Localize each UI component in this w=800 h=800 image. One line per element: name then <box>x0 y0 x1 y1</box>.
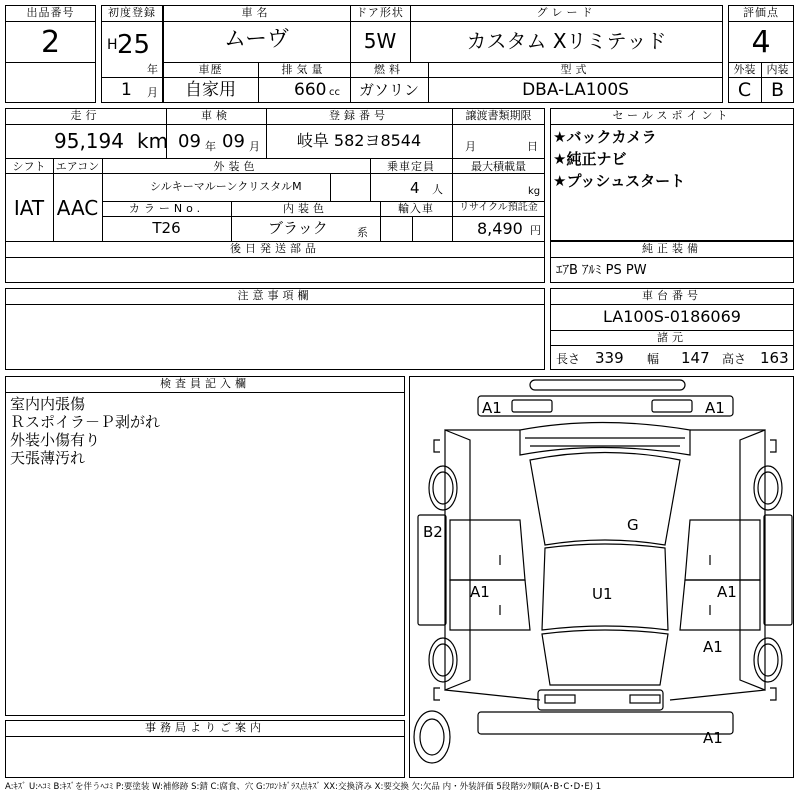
sales-point-3: ★プッシュスタート <box>553 172 686 190</box>
width-label: 幅 <box>647 352 660 366</box>
windshield-shape <box>530 453 680 546</box>
later-parts-label: 後日発送部品 <box>230 242 320 255</box>
capacity-label: 乗車定員 <box>387 160 435 173</box>
lot-number: 2 <box>40 25 61 60</box>
ac: AAC <box>56 196 99 220</box>
recycle-label: リサイクル預託金 <box>459 202 538 213</box>
transfer-label: 譲渡書類期限 <box>465 109 532 122</box>
era: H <box>107 37 118 53</box>
max-load-label: 最大積載量 <box>471 160 526 173</box>
color-no: T26 <box>152 219 181 237</box>
fuel: ガソリン <box>358 81 419 99</box>
fuel-label: 燃料 <box>374 63 404 76</box>
front-bumper-shape <box>530 380 685 390</box>
interior-color-label: 内装色 <box>283 202 328 215</box>
car-name: ムーヴ <box>224 27 289 52</box>
registration-label: 登録番号 <box>329 109 389 122</box>
ext-grade-label: 外装 <box>733 63 756 76</box>
genuine-equipment: ｴｱB ｱﾙﾐ PS PW <box>556 263 647 278</box>
height-value: 163 <box>760 349 789 367</box>
first-reg-year: 25 <box>117 30 151 60</box>
legend: A:ｷｽﾞ U:ﾍｺﾐ B:ｷｽﾞを伴うﾍｺﾐ P:要塗装 W:補修跡 S:錆 C:腐食、穴 G:ﾌﾛﾝﾄｶﾞﾗｽ点ｷｽﾞ XX:交換済み X:要交換 欠:欠品 内・外装評価 5段階ﾗﾝｸ順(A･B･C･D･E) 1 <box>5 782 602 792</box>
car-name-label: 車名 <box>241 6 272 19</box>
int-grade: B <box>770 79 785 101</box>
grade: カスタム Xリミテッド <box>466 29 667 53</box>
mark-left-fender: B2 <box>423 523 443 541</box>
import-label: 輸入車 <box>398 202 434 215</box>
lot-label: 出品番号 <box>26 6 75 19</box>
transfer-month: 月 <box>465 140 476 153</box>
inspection-label: 車検 <box>201 109 231 122</box>
recycle-unit: 円 <box>530 224 541 237</box>
displacement-unit: cc <box>329 87 340 98</box>
transfer-day: 日 <box>527 140 538 153</box>
month-unit: 月 <box>147 86 158 99</box>
max-load-unit: kg <box>528 186 541 197</box>
inspector-line-3: 外装小傷有り <box>10 431 101 449</box>
mark-left-front-door: A1 <box>470 583 490 601</box>
inspector-line-1: 室内内張傷 <box>10 395 86 413</box>
inspection-month: 09 <box>222 131 245 152</box>
height-label: 高さ <box>722 352 747 366</box>
width-value: 147 <box>681 349 710 367</box>
chassis-number: LA100S-0186069 <box>603 307 741 326</box>
inspector-label: 検査員記入欄 <box>160 377 250 390</box>
color-no-label: カラーNo. <box>128 202 205 215</box>
mileage: 95,194 <box>54 129 124 153</box>
mark-right-front-door: A1 <box>717 583 737 601</box>
history: 自家用 <box>185 80 236 100</box>
inspection-year: 09 <box>178 131 201 152</box>
shift-label: シフト <box>12 160 46 173</box>
model: DBA-LA100S <box>522 80 629 100</box>
sales-point-2: ★純正ナビ <box>553 150 627 168</box>
int-grade-label: 内装 <box>766 63 789 76</box>
first-reg-label: 初度登録 <box>108 6 156 19</box>
mark-windshield: G <box>627 516 639 534</box>
mileage-unit: km <box>137 129 169 153</box>
first-reg-month: 1 <box>121 80 132 100</box>
length-label: 長さ <box>556 352 581 366</box>
hood-shape <box>520 423 690 456</box>
rear-panel-shape <box>538 690 663 710</box>
ext-grade: C <box>737 79 752 101</box>
inspector-line-4: 天張薄汚れ <box>10 449 86 467</box>
door-type: 5W <box>363 29 397 53</box>
sales-point-1: ★バックカメラ <box>553 128 657 146</box>
office-label: 事務局よりご案内 <box>145 721 265 734</box>
inspector-line-2: Ｒスポイラ－Ｐ剥がれ <box>10 413 161 431</box>
genuine-label: 純正装備 <box>642 242 702 255</box>
displacement-label: 排気量 <box>281 63 327 76</box>
exterior-color-label: 外装色 <box>213 160 259 173</box>
sales-points-label: セールスポイント <box>612 109 732 122</box>
mark-rear: A1 <box>703 729 723 747</box>
length-value: 339 <box>595 349 624 367</box>
rear-bumper-shape <box>478 712 733 734</box>
history-label: 車歴 <box>198 63 223 76</box>
registration-number: 岐阜 582ヨ8544 <box>296 131 422 150</box>
capacity-unit: 人 <box>432 183 443 196</box>
notes-label: 注意事項欄 <box>237 289 313 302</box>
exterior-color: シルキーマルーンクリスタルM <box>150 180 302 193</box>
interior-color: ブラック <box>268 219 328 237</box>
displacement: 660 <box>294 80 327 100</box>
capacity: 4 <box>410 179 420 197</box>
mark-front-left: A1 <box>482 399 502 417</box>
mark-front-right: A1 <box>705 399 725 417</box>
ac-label: エアコン <box>55 160 100 173</box>
score-label: 評価点 <box>743 6 779 19</box>
inspection-year-unit: 年 <box>205 140 216 153</box>
chassis-label: 車台番号 <box>642 289 702 302</box>
shift: IAT <box>13 196 45 220</box>
model-label: 型式 <box>560 63 591 76</box>
specs-label: 諸元 <box>657 331 687 344</box>
recycle-fee: 8,490 <box>477 219 523 238</box>
mark-roof: U1 <box>592 585 613 603</box>
year-unit: 年 <box>147 63 158 76</box>
interior-suffix: 系 <box>357 226 368 239</box>
mileage-label: 走行 <box>70 109 101 122</box>
inspection-month-unit: 月 <box>249 140 260 153</box>
grade-label: グレード <box>536 6 597 19</box>
mark-right-rear-door: A1 <box>703 638 723 656</box>
score: 4 <box>751 25 771 60</box>
door-label: ドア形状 <box>356 6 404 19</box>
front-panel-shape <box>478 396 733 416</box>
